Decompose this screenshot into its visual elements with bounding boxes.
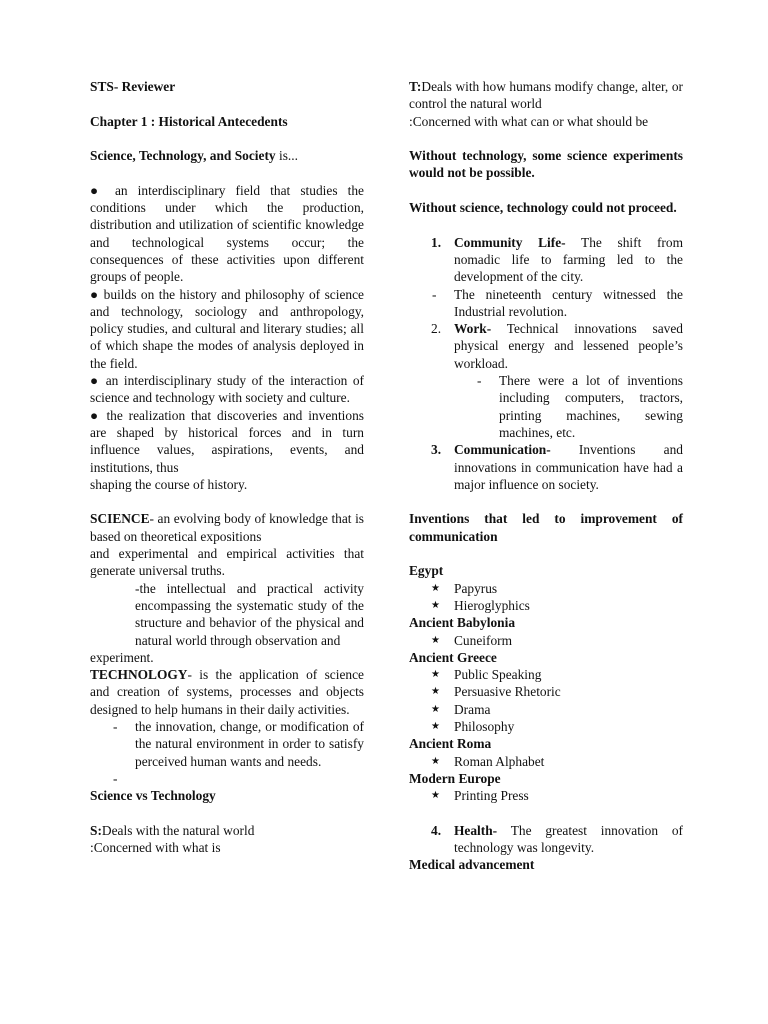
dash-note: - The nineteenth century witnessed the Industrial revolution.	[432, 286, 683, 319]
doc-title: STS- Reviewer	[90, 79, 176, 94]
chapter-title: Chapter 1 : Historical Antecedents	[90, 113, 288, 129]
region-heading: Ancient Greece	[409, 649, 497, 665]
region-heading: Egypt	[409, 563, 444, 579]
sts-bullet: ● builds on the history and philosophy of science and technology, sociology and anthropology, policy studies, and cultural and literary studies; all of which shape the modes of analysis deployed in the field.	[90, 286, 364, 371]
region-heading: Ancient Babylonia	[409, 615, 516, 631]
sts-bullet: ● an interdisciplinary field that studies the conditions under which the production, distribution and utilization of scientific knowledge and technological systems occur; the consequences of these activities upon different groups of people.	[90, 182, 365, 285]
star-icon: ★	[431, 599, 440, 611]
sts-bullet: ● an interdisciplinary study of the interaction of science and technology with society and culture.	[90, 373, 364, 406]
left-column	[90, 78, 364, 856]
science-definition: SCIENCE- an evolving body of knowledge that is based on theoretical expositions	[90, 511, 364, 544]
sts-heading: Science, Technology, and Society is...	[90, 148, 298, 164]
list-item: ★ Hieroglyphics	[431, 597, 530, 613]
science-line: :Concerned with what is	[90, 840, 221, 856]
technology-sub-item: - the innovation, change, or modification of the natural environment in order to satisfy perceived human wants and needs.	[113, 718, 364, 769]
right-column	[409, 78, 683, 874]
sts-bullet: ● the realization that discoveries and inventions are shaped by historical forces and in turn influence values, aspirations, events, and institutions, thus	[90, 407, 364, 475]
list-item: ★ Roman Alphabet	[431, 753, 545, 769]
list-item: ★ Cuneiform	[431, 632, 513, 648]
medical-heading: Medical advancement	[409, 857, 535, 873]
technology-line: T:Deals with how humans modify change, alter, or control the natural world	[409, 79, 683, 112]
numbered-item: 4. Health- The greatest innovation of technology was longevity.	[431, 822, 683, 856]
numbered-item: 3. Communication- Inventions and innovations in communication have had a major influence on society.	[431, 442, 683, 492]
region-heading: Modern Europe	[409, 770, 501, 786]
list-item: ★ Persuasive Rhetoric	[431, 684, 561, 700]
star-icon: ★	[431, 686, 440, 698]
list-item: ★ Drama	[431, 701, 491, 717]
star-icon: ★	[431, 669, 440, 681]
star-icon: ★	[431, 790, 440, 802]
star-icon: ★	[431, 720, 440, 732]
list-item: ★ Printing Press	[431, 788, 529, 804]
list-item: ★ Public Speaking	[431, 667, 542, 683]
science-definition-cont: and experimental and empirical activities that generate universal truths.	[90, 546, 364, 579]
star-icon: ★	[431, 703, 440, 715]
dash-note: - There were a lot of inventions including computers, tractors, printing machines, sewing machines, etc.	[477, 373, 683, 440]
list-item: ★ Papyrus	[431, 580, 498, 596]
science-sub-tail: experiment.	[90, 649, 154, 665]
science-vs-technology-heading: Science vs Technology	[90, 788, 216, 804]
sts-bullet-tail: shaping the course of history.	[90, 476, 248, 492]
bold-statement: Without technology, some science experiments would not be possible.	[409, 148, 683, 181]
star-icon: ★	[431, 582, 440, 594]
bold-statement: Without science, technology could not proceed.	[409, 200, 677, 216]
star-icon: ★	[431, 755, 440, 767]
technology-definition: TECHNOLOGY- is the application of science and creation of systems, processes and objects designed to help humans in their daily activities.	[90, 667, 364, 717]
region-heading: Ancient Roma	[409, 736, 492, 752]
numbered-item: 2. Work- Technical innovations saved physical energy and lessened people’s workload.	[431, 321, 683, 371]
list-item: ★ Philosophy	[431, 718, 515, 734]
numbered-item: 1. Community Life- The shift from nomadic life to farming led to the development of the city.	[431, 234, 683, 285]
technology-line: :Concerned with what can or what should be	[409, 113, 649, 129]
star-icon: ★	[431, 634, 440, 646]
science-line: S:Deals with the natural world	[90, 822, 255, 838]
inventions-heading: Inventions that led to improvement of communication	[409, 511, 683, 544]
science-sub-definition: -the intellectual and practical activity encompassing the systematic study of the structure and behavior of the physical and natural world through observation and	[135, 580, 364, 648]
empty-dash-item: -	[113, 770, 118, 786]
